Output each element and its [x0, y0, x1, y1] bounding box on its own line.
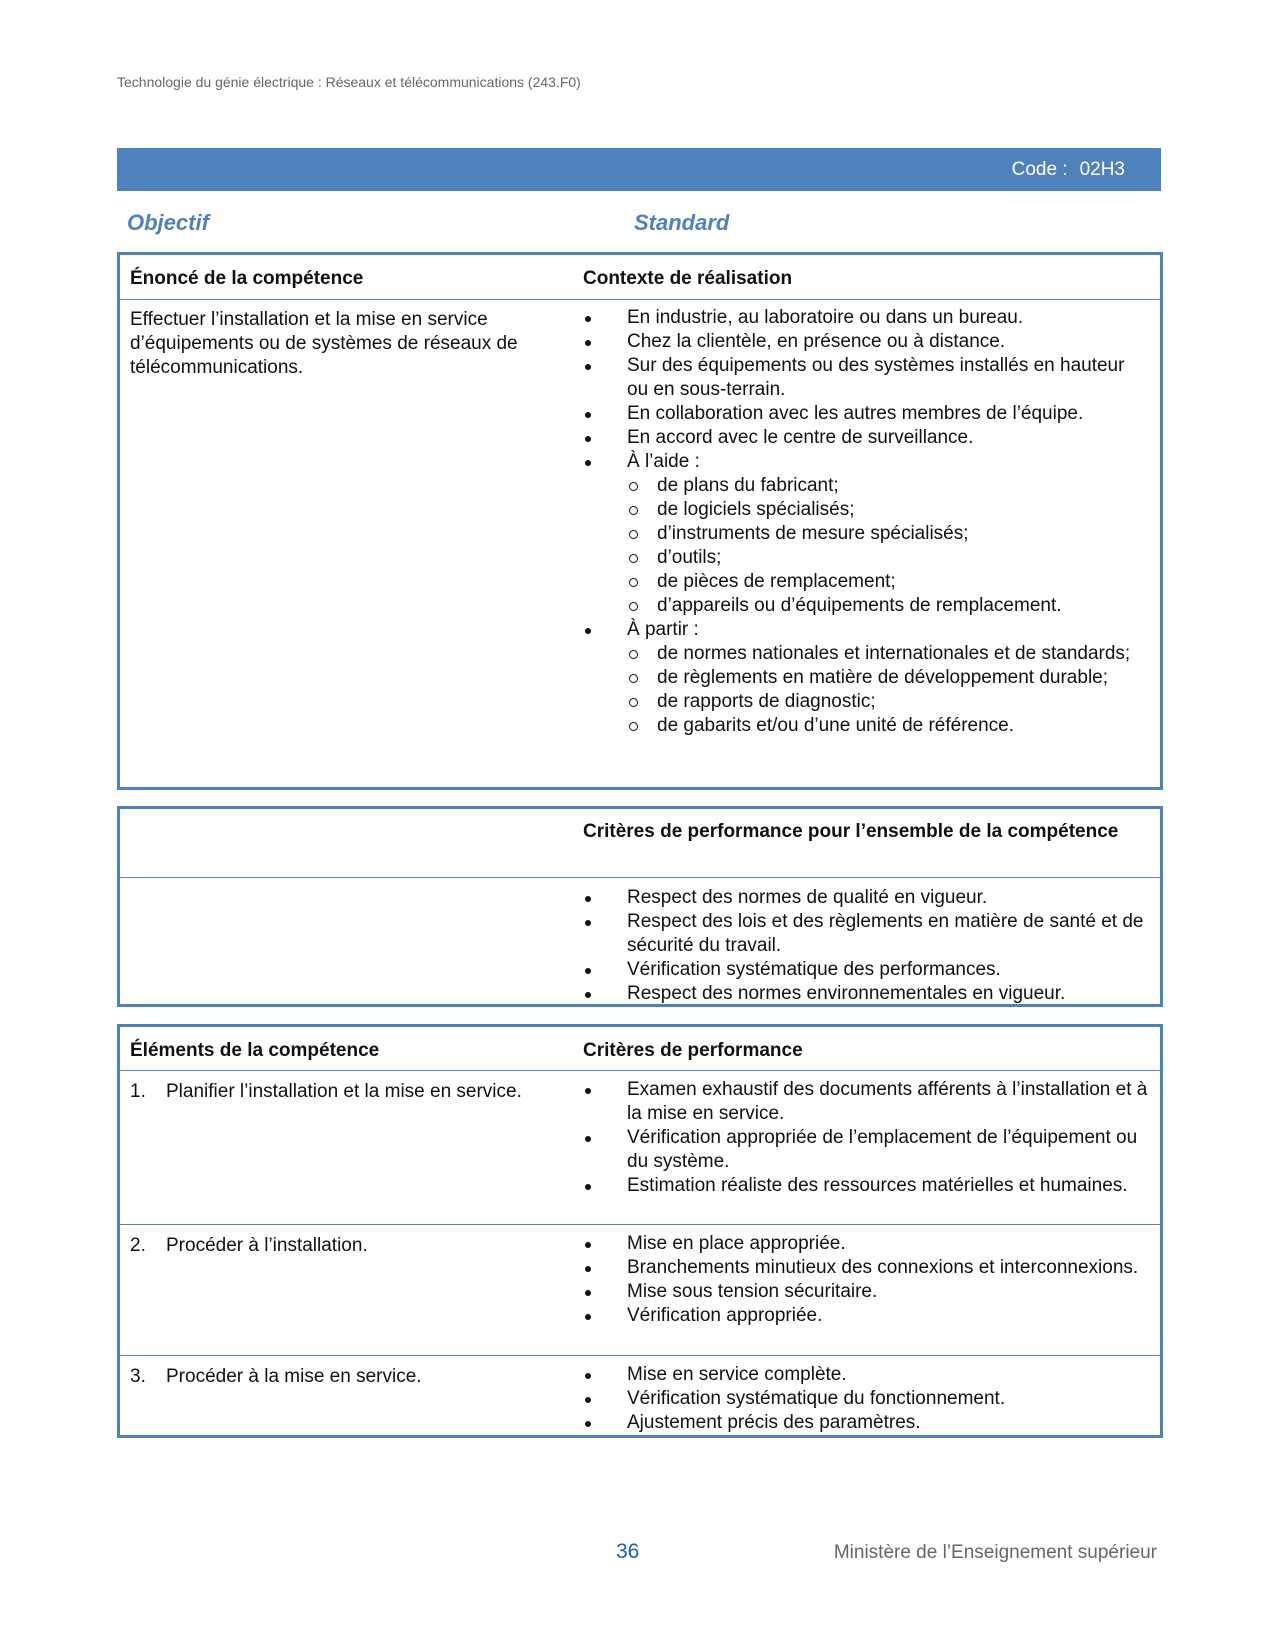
list-item: Examen exhaustif des documents afférents à l’installation et à la mise en service.	[583, 1078, 1150, 1126]
circle-bullet-icon	[629, 650, 638, 659]
list-item: Vérification appropriée.	[583, 1304, 1150, 1328]
ensemble-list	[583, 886, 1150, 1006]
list-item: Estimation réaliste des ressources matérielles et humaines.	[583, 1174, 1150, 1198]
criteria-list-3	[583, 1363, 1150, 1435]
circle-bullet-icon	[629, 506, 638, 515]
bullet-icon	[585, 896, 591, 902]
ensemble-header: Critères de performance pour l’ensemble de la compétence	[583, 821, 1119, 842]
ensemble-header-row	[120, 809, 1160, 877]
element-number: 2.	[130, 1235, 146, 1256]
sublist-item: de logiciels spécialisés;	[627, 498, 1150, 522]
criteria-list-1	[583, 1078, 1150, 1198]
circle-bullet-icon	[629, 554, 638, 563]
sublist-item: de gabarits et/ou d’une unité de référence.	[627, 714, 1150, 738]
list-item: Respect des normes de qualité en vigueur.	[583, 886, 1150, 910]
list-item: À partir : de normes nationales et internationales et de standards; de règlements en matière de développement durable; de rapports de diagnostic; de gabarits et/ou d’une unité de référence.	[583, 618, 1150, 738]
sublist-item: d’outils;	[627, 546, 1150, 570]
bullet-icon	[585, 1397, 591, 1403]
code-label-text: Code :	[1011, 159, 1068, 180]
list-item: Chez la clientèle, en présence ou à distance.	[583, 330, 1150, 354]
circle-bullet-icon	[629, 482, 638, 491]
criteria-list-2	[583, 1232, 1150, 1328]
code-bar	[117, 148, 1161, 191]
list-item: En industrie, au laboratoire ou dans un bureau.	[583, 306, 1150, 330]
list-item: Branchements minutieux des connexions et interconnexions.	[583, 1256, 1150, 1280]
element-number: 1.	[130, 1081, 146, 1102]
elements-box	[117, 1024, 1163, 1438]
bullet-icon	[585, 436, 591, 442]
elements-header-row	[120, 1027, 1160, 1070]
table-row	[120, 1070, 1160, 1224]
sublist-item: d’appareils ou d’équipements de remplacement.	[627, 594, 1150, 618]
bullet-icon	[585, 920, 591, 926]
list-item: Respect des normes environnementales en vigueur.	[583, 982, 1150, 1006]
bullet-icon	[585, 1421, 591, 1427]
aide-sublist	[627, 474, 1150, 618]
page-number: 36	[616, 1540, 640, 1563]
bullet-icon	[585, 1314, 591, 1320]
element-number: 3.	[130, 1366, 146, 1387]
enonce-header: Énoncé de la compétence	[130, 268, 364, 289]
bullet-icon	[585, 460, 591, 466]
ensemble-body-row	[120, 877, 1160, 1004]
competence-statement: Effectuer l’installation et la mise en service d’équipements ou de systèmes de réseaux de télécommunications.	[130, 309, 518, 378]
enonce-box	[117, 252, 1163, 790]
program-title: Technologie du génie électrique : Réseaux et télécommunications (243.F0)	[117, 74, 581, 90]
list-item: Respect des lois et des règlements en matière de santé et de sécurité du travail.	[583, 910, 1150, 958]
sublist-item: de plans du fabricant;	[627, 474, 1150, 498]
bullet-icon	[585, 1184, 591, 1190]
circle-bullet-icon	[629, 722, 638, 731]
circle-bullet-icon	[629, 698, 638, 707]
circle-bullet-icon	[629, 674, 638, 683]
bullet-icon	[585, 1136, 591, 1142]
bullet-icon	[585, 1242, 591, 1248]
code-value: 02H3	[1079, 159, 1125, 180]
list-item: Mise en service complète.	[583, 1363, 1150, 1387]
list-item: Sur des équipements ou des systèmes installés en hauteur ou en sous-terrain.	[583, 354, 1150, 402]
code-label	[1000, 159, 1125, 181]
element-2: 2. Procéder à l’installation.	[130, 1235, 368, 1256]
bullet-icon	[585, 364, 591, 370]
circle-bullet-icon	[629, 578, 638, 587]
criteres-header: Critères de performance	[583, 1040, 803, 1061]
list-item: Mise en place appropriée.	[583, 1232, 1150, 1256]
sublist-item: de règlements en matière de développement durable;	[627, 666, 1150, 690]
enonce-header-row	[120, 255, 1160, 299]
ensemble-box	[117, 806, 1163, 1007]
objectif-heading: Objectif	[127, 210, 209, 235]
bullet-icon	[585, 1088, 591, 1094]
bullet-icon	[585, 1373, 591, 1379]
elements-header: Éléments de la compétence	[130, 1040, 380, 1061]
list-item: En accord avec le centre de surveillance.	[583, 426, 1150, 450]
contexte-header: Contexte de réalisation	[583, 268, 793, 289]
sublist-item: d’instruments de mesure spécialisés;	[627, 522, 1150, 546]
sublist-item: de rapports de diagnostic;	[627, 690, 1150, 714]
bullet-icon	[585, 1266, 591, 1272]
footer-ministry: Ministère de l’Enseignement supérieur	[833, 1542, 1157, 1563]
circle-bullet-icon	[629, 602, 638, 611]
list-item: Mise sous tension sécuritaire.	[583, 1280, 1150, 1304]
bullet-icon	[585, 992, 591, 998]
standard-heading: Standard	[634, 210, 730, 235]
element-3: 3. Procéder à la mise en service.	[130, 1366, 422, 1387]
list-item: Vérification systématique du fonctionnement.	[583, 1387, 1150, 1411]
bullet-icon	[585, 1290, 591, 1296]
contexte-list	[583, 306, 1150, 738]
sublist-item: de pièces de remplacement;	[627, 570, 1150, 594]
list-item: Ajustement précis des paramètres.	[583, 1411, 1150, 1435]
list-item: Vérification appropriée de l’emplacement de l’équipement ou du système.	[583, 1126, 1150, 1174]
list-item: Vérification systématique des performances.	[583, 958, 1150, 982]
list-item: À l’aide : de plans du fabricant; de logiciels spécialisés; d’instruments de mesure spécialisés; d’outils; de pièces de remplacement; d’appareils ou d’équipements de remplacement.	[583, 450, 1150, 618]
enonce-body-row	[120, 299, 1160, 787]
bullet-icon	[585, 628, 591, 634]
bullet-icon	[585, 968, 591, 974]
list-item: En collaboration avec les autres membres de l’équipe.	[583, 402, 1150, 426]
sublist-item: de normes nationales et internationales et de standards;	[627, 642, 1150, 666]
bullet-icon	[585, 412, 591, 418]
table-row	[120, 1355, 1160, 1434]
bullet-icon	[585, 340, 591, 346]
circle-bullet-icon	[629, 530, 638, 539]
table-row	[120, 1224, 1160, 1355]
element-1: 1. Planifier l’installation et la mise en service.	[130, 1081, 522, 1102]
bullet-icon	[585, 316, 591, 322]
partir-sublist	[627, 642, 1150, 738]
